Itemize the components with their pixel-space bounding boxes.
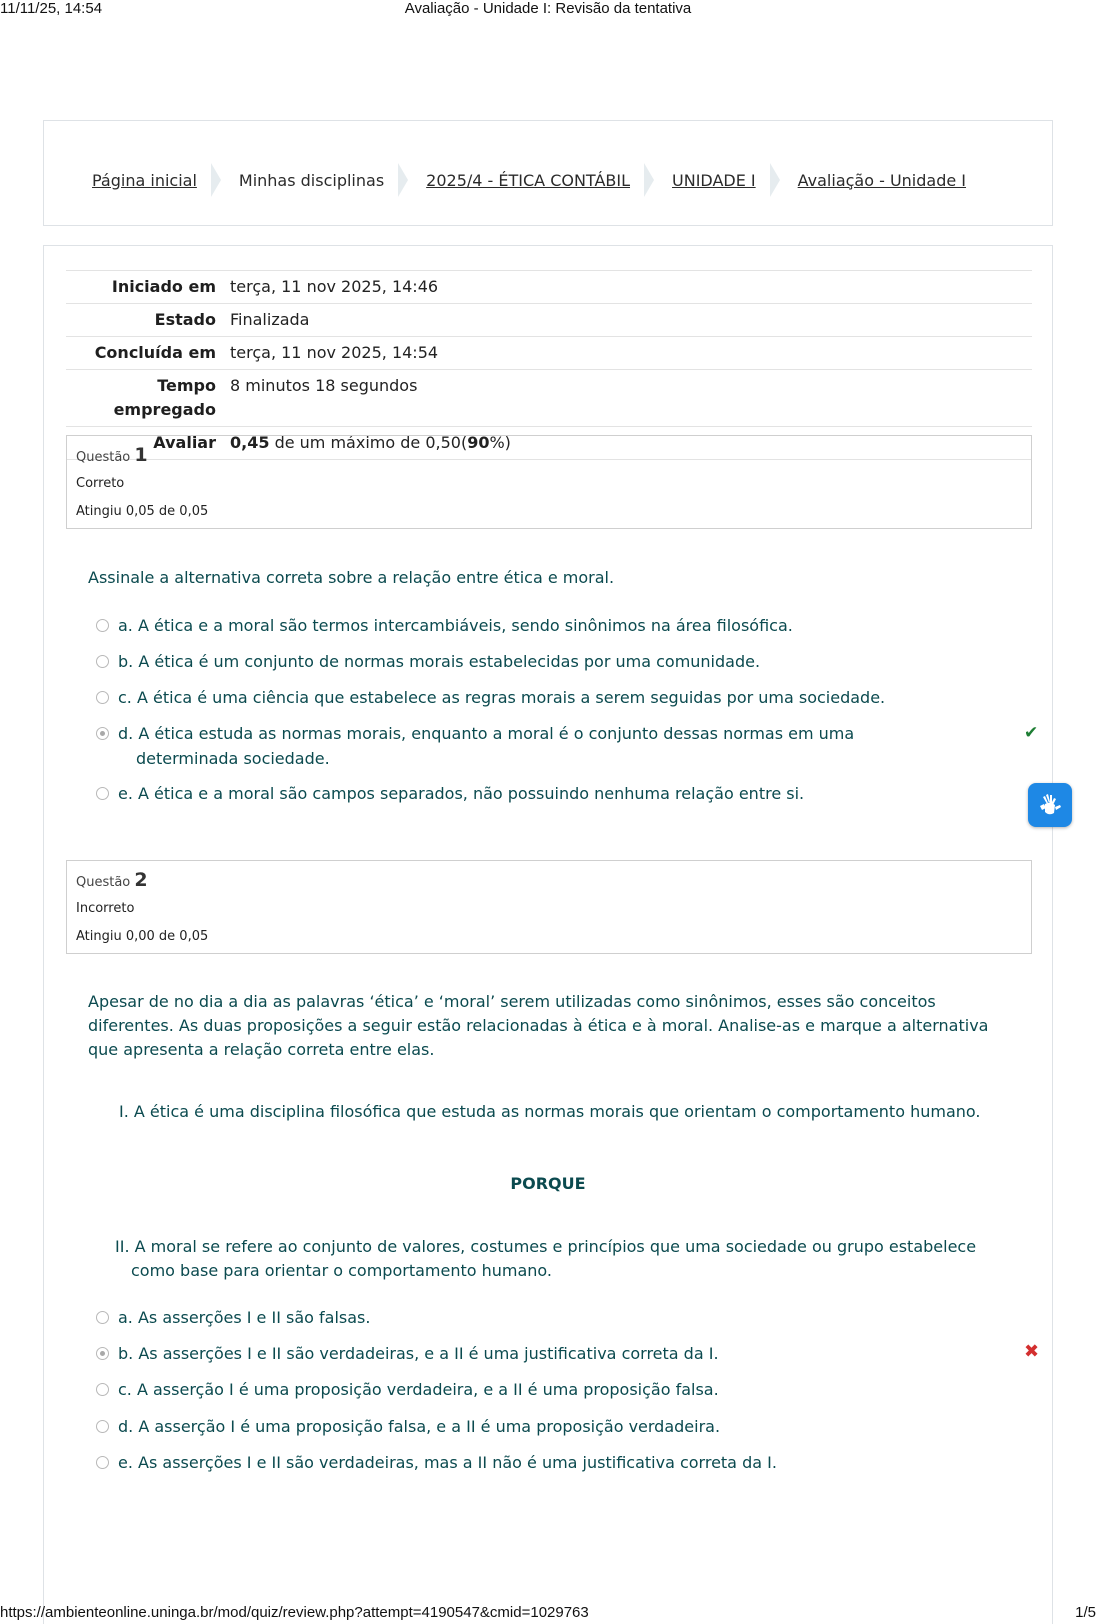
question-number: 2 [134,869,148,891]
print-title: Avaliação - Unidade I: Revisão da tentativa [404,0,692,17]
connector-porque: PORQUE [510,1174,586,1193]
q1-option-d[interactable] [96,721,1039,771]
accessibility-button[interactable] [1028,783,1072,827]
question-1-grade: Atingiu 0,05 de 0,05 [76,504,209,519]
q2-option-b[interactable] [96,1341,1040,1366]
q1-option-e[interactable] [96,781,996,806]
grade-percent-close: %) [489,433,511,452]
radio-button-selected[interactable] [96,727,109,740]
completed-label: Concluída em [94,343,216,362]
radio-button[interactable] [96,1383,109,1396]
radio-button[interactable] [96,655,109,668]
grade-max: de um máximo de 0,50( [269,433,468,452]
breadcrumb-quiz-link[interactable]: Avaliação - Unidade I [797,170,967,190]
radio-button[interactable] [96,1420,109,1433]
option-label: e. A ética e a moral são campos separados, não possuindo nenhuma relação entre si. [118,784,805,803]
breadcrumb-home-link[interactable]: Página inicial [92,170,197,190]
summary-row-completed [66,337,1032,370]
question-1-state: Correto [76,476,125,491]
question-2-grade: Atingiu 0,00 de 0,05 [76,929,209,944]
option-label: d. A asserção I é uma proposição falsa, e a II é uma proposição verdadeira. [118,1417,721,1436]
breadcrumb-separator [211,163,221,197]
question-2-info [66,860,1032,954]
option-label: c. A asserção I é uma proposição verdadeira, e a II é uma proposição falsa. [118,1380,719,1399]
sign-language-hands-icon [1036,791,1064,819]
radio-button[interactable] [96,691,109,704]
option-label: a. As asserções I e II são falsas. [118,1308,371,1327]
option-label: b. As asserções I e II são verdadeiras, e a II é uma justificativa correta da I. [118,1344,719,1363]
state-label: Estado [154,310,216,329]
breadcrumb-card [43,120,1053,226]
check-icon: ✔ [1024,723,1039,743]
breadcrumb-separator [398,163,408,197]
question-1-number [76,444,148,466]
question-2-text: Apesar de no dia a dia as palavras ‘ética’ e ‘moral’ serem utilizadas como sinônimos, esses são conceitos diferentes. As duas proposições a seguir estão relacionadas à ética e à moral. Analise-as e marque a alternativa que apresenta a relação correta entre elas. [88,992,989,1059]
question-1-text: Assinale a alternativa correta sobre a relação entre ética e moral. [88,568,615,587]
print-header [0,0,1096,20]
started-value: terça, 11 nov 2025, 14:46 [230,277,439,296]
q2-option-e[interactable] [96,1450,996,1475]
q1-option-c[interactable] [96,685,996,710]
breadcrumb [92,163,966,197]
breadcrumb-separator [644,163,654,197]
breadcrumb-my-courses: Minhas disciplinas [238,170,385,190]
q2-option-c[interactable] [96,1377,996,1402]
print-footer [0,1602,1096,1624]
started-label: Iniciado em [111,277,216,296]
radio-button[interactable] [96,1311,109,1324]
breadcrumb-course-link[interactable]: 2025/4 - ÉTICA CONTÁBIL [426,170,631,190]
radio-button[interactable] [96,787,109,800]
radio-button[interactable] [96,1456,109,1469]
time-label [66,370,230,427]
option-label: e. As asserções I e II são verdadeiras, mas a II não é uma justificativa correta da I. [118,1453,777,1472]
question-number: 1 [134,444,148,466]
option-label: d. A ética estuda as normas morais, enquanto a moral é o conjunto dessas normas em uma determinada sociedade. [118,724,855,768]
assertion-1: I. A ética é uma disciplina filosófica que estuda as normas morais que orientam o comportamento humano. [119,1102,981,1121]
time-label-line-2: empregado [113,400,216,419]
question-2-state: Incorreto [76,901,135,916]
option-label: b. A ética é um conjunto de normas morais estabelecidas por uma comunidade. [118,652,761,671]
grade-score: 0,45 [230,433,270,452]
print-date: 11/11/25, 14:54 [0,0,103,17]
quiz-review-card [43,245,1053,1624]
q1-option-a[interactable] [96,613,996,638]
option-label: c. A ética é uma ciência que estabelece as regras morais a serem seguidas por uma sociedade. [118,688,886,707]
q2-option-d[interactable] [96,1414,996,1439]
time-value: 8 minutos 18 segundos [230,376,418,395]
breadcrumb-unit-link[interactable]: UNIDADE I [672,170,756,190]
question-label: Questão [76,875,131,890]
print-url: https://ambienteonline.uninga.br/mod/quiz/review.php?attempt=4190547&cmid=1029763 [0,1604,589,1621]
summary-row-started [66,271,1032,304]
question-1-info [66,435,1032,529]
print-page-count: 1/5 [1075,1604,1096,1621]
cross-icon: ✖ [1024,1341,1040,1362]
question-2-number [76,869,148,891]
radio-button-selected[interactable] [96,1347,109,1360]
completed-value: terça, 11 nov 2025, 14:54 [230,343,439,362]
option-label: a. A ética e a moral são termos intercambiáveis, sendo sinônimos na área filosófica. [118,616,793,635]
summary-row-state [66,304,1032,337]
q1-option-b[interactable] [96,649,996,674]
breadcrumb-separator [770,163,780,197]
attempt-summary-table [66,270,1032,460]
grade-label: Avaliar [153,433,216,452]
radio-button[interactable] [96,619,109,632]
state-value: Finalizada [230,310,310,329]
grade-percent: 90 [467,433,490,452]
time-label-line-1: Tempo [157,376,216,395]
q2-option-a[interactable] [96,1305,996,1330]
assertion-2: II. A moral se refere ao conjunto de valores, costumes e princípios que uma sociedade ou grupo estabelece como base para orientar o comportamento humano. [115,1237,977,1280]
question-label: Questão [76,450,131,465]
summary-row-time [66,370,1032,427]
